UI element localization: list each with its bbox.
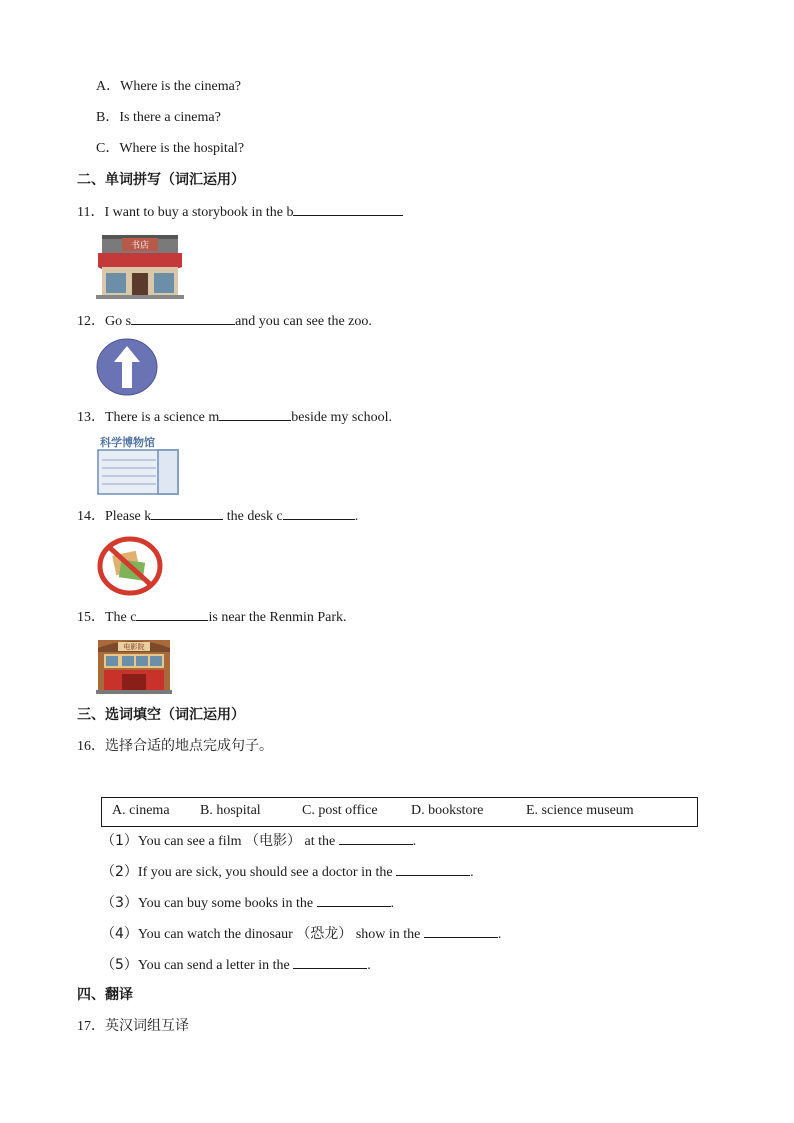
no-mess-sign-picture	[96, 535, 164, 602]
section-3-title: 三、选词填空（词汇运用）	[77, 707, 245, 723]
answer-blank[interactable]	[317, 893, 391, 907]
choice-d: D. bookstore	[411, 803, 484, 818]
science-museum-picture	[96, 434, 180, 501]
bookstore-sign: 书店	[130, 241, 150, 251]
section-2-title: 二、单词拼写（词汇运用）	[77, 172, 245, 188]
answer-blank[interactable]	[131, 311, 235, 325]
answer-blank[interactable]	[424, 924, 498, 938]
answer-blank[interactable]	[293, 202, 403, 216]
answer-blank[interactable]	[219, 407, 291, 421]
choice-a: A. cinema	[112, 803, 170, 818]
choice-e: E. science museum	[526, 803, 634, 818]
choice-c: C. post office	[302, 803, 378, 818]
q16-item-3: （3）You can buy some books in the .	[101, 895, 395, 911]
q16-item-4: （4）You can watch the dinosaur （恐龙） show in the .	[101, 926, 502, 942]
answer-blank[interactable]	[293, 955, 367, 969]
option-c: C．Where is the hospital?	[96, 141, 245, 156]
answer-blank[interactable]	[283, 506, 355, 520]
answer-blank[interactable]	[136, 607, 208, 621]
question-17: 17．英汉词组互译	[77, 1018, 189, 1034]
question-12: 12．Go s and you can see the zoo.	[77, 311, 372, 331]
answer-blank[interactable]	[396, 862, 470, 876]
q16-item-2: （2）If you are sick, you should see a doctor in the .	[101, 864, 474, 880]
choice-b: B. hospital	[200, 803, 261, 818]
cinema-picture	[96, 634, 172, 699]
question-15: 15．The c is near the Renmin Park.	[77, 607, 347, 627]
option-b: B．Is there a cinema?	[96, 110, 221, 125]
word-choices-box	[101, 797, 698, 827]
option-a: A．Where is the cinema?	[96, 79, 242, 94]
question-13: 13．There is a science m beside my school.	[77, 407, 392, 427]
question-14: 14．Please k the desk c .	[77, 506, 358, 526]
go-straight-sign-picture	[96, 338, 158, 401]
answer-blank[interactable]	[151, 506, 223, 520]
q16-item-1: （1）You can see a film （电影） at the .	[101, 833, 417, 849]
section-4-title: 四、翻译	[77, 987, 133, 1003]
q16-item-5: （5）You can send a letter in the .	[101, 957, 371, 973]
cinema-sign: 电影院	[123, 643, 145, 651]
question-16: 16．选择合适的地点完成句子。	[77, 738, 273, 754]
answer-blank[interactable]	[339, 831, 413, 845]
museum-sign: 科学博物馆	[100, 436, 155, 449]
question-11: 11．I want to buy a storybook in the b	[77, 202, 403, 222]
bookstore-picture	[96, 231, 184, 304]
